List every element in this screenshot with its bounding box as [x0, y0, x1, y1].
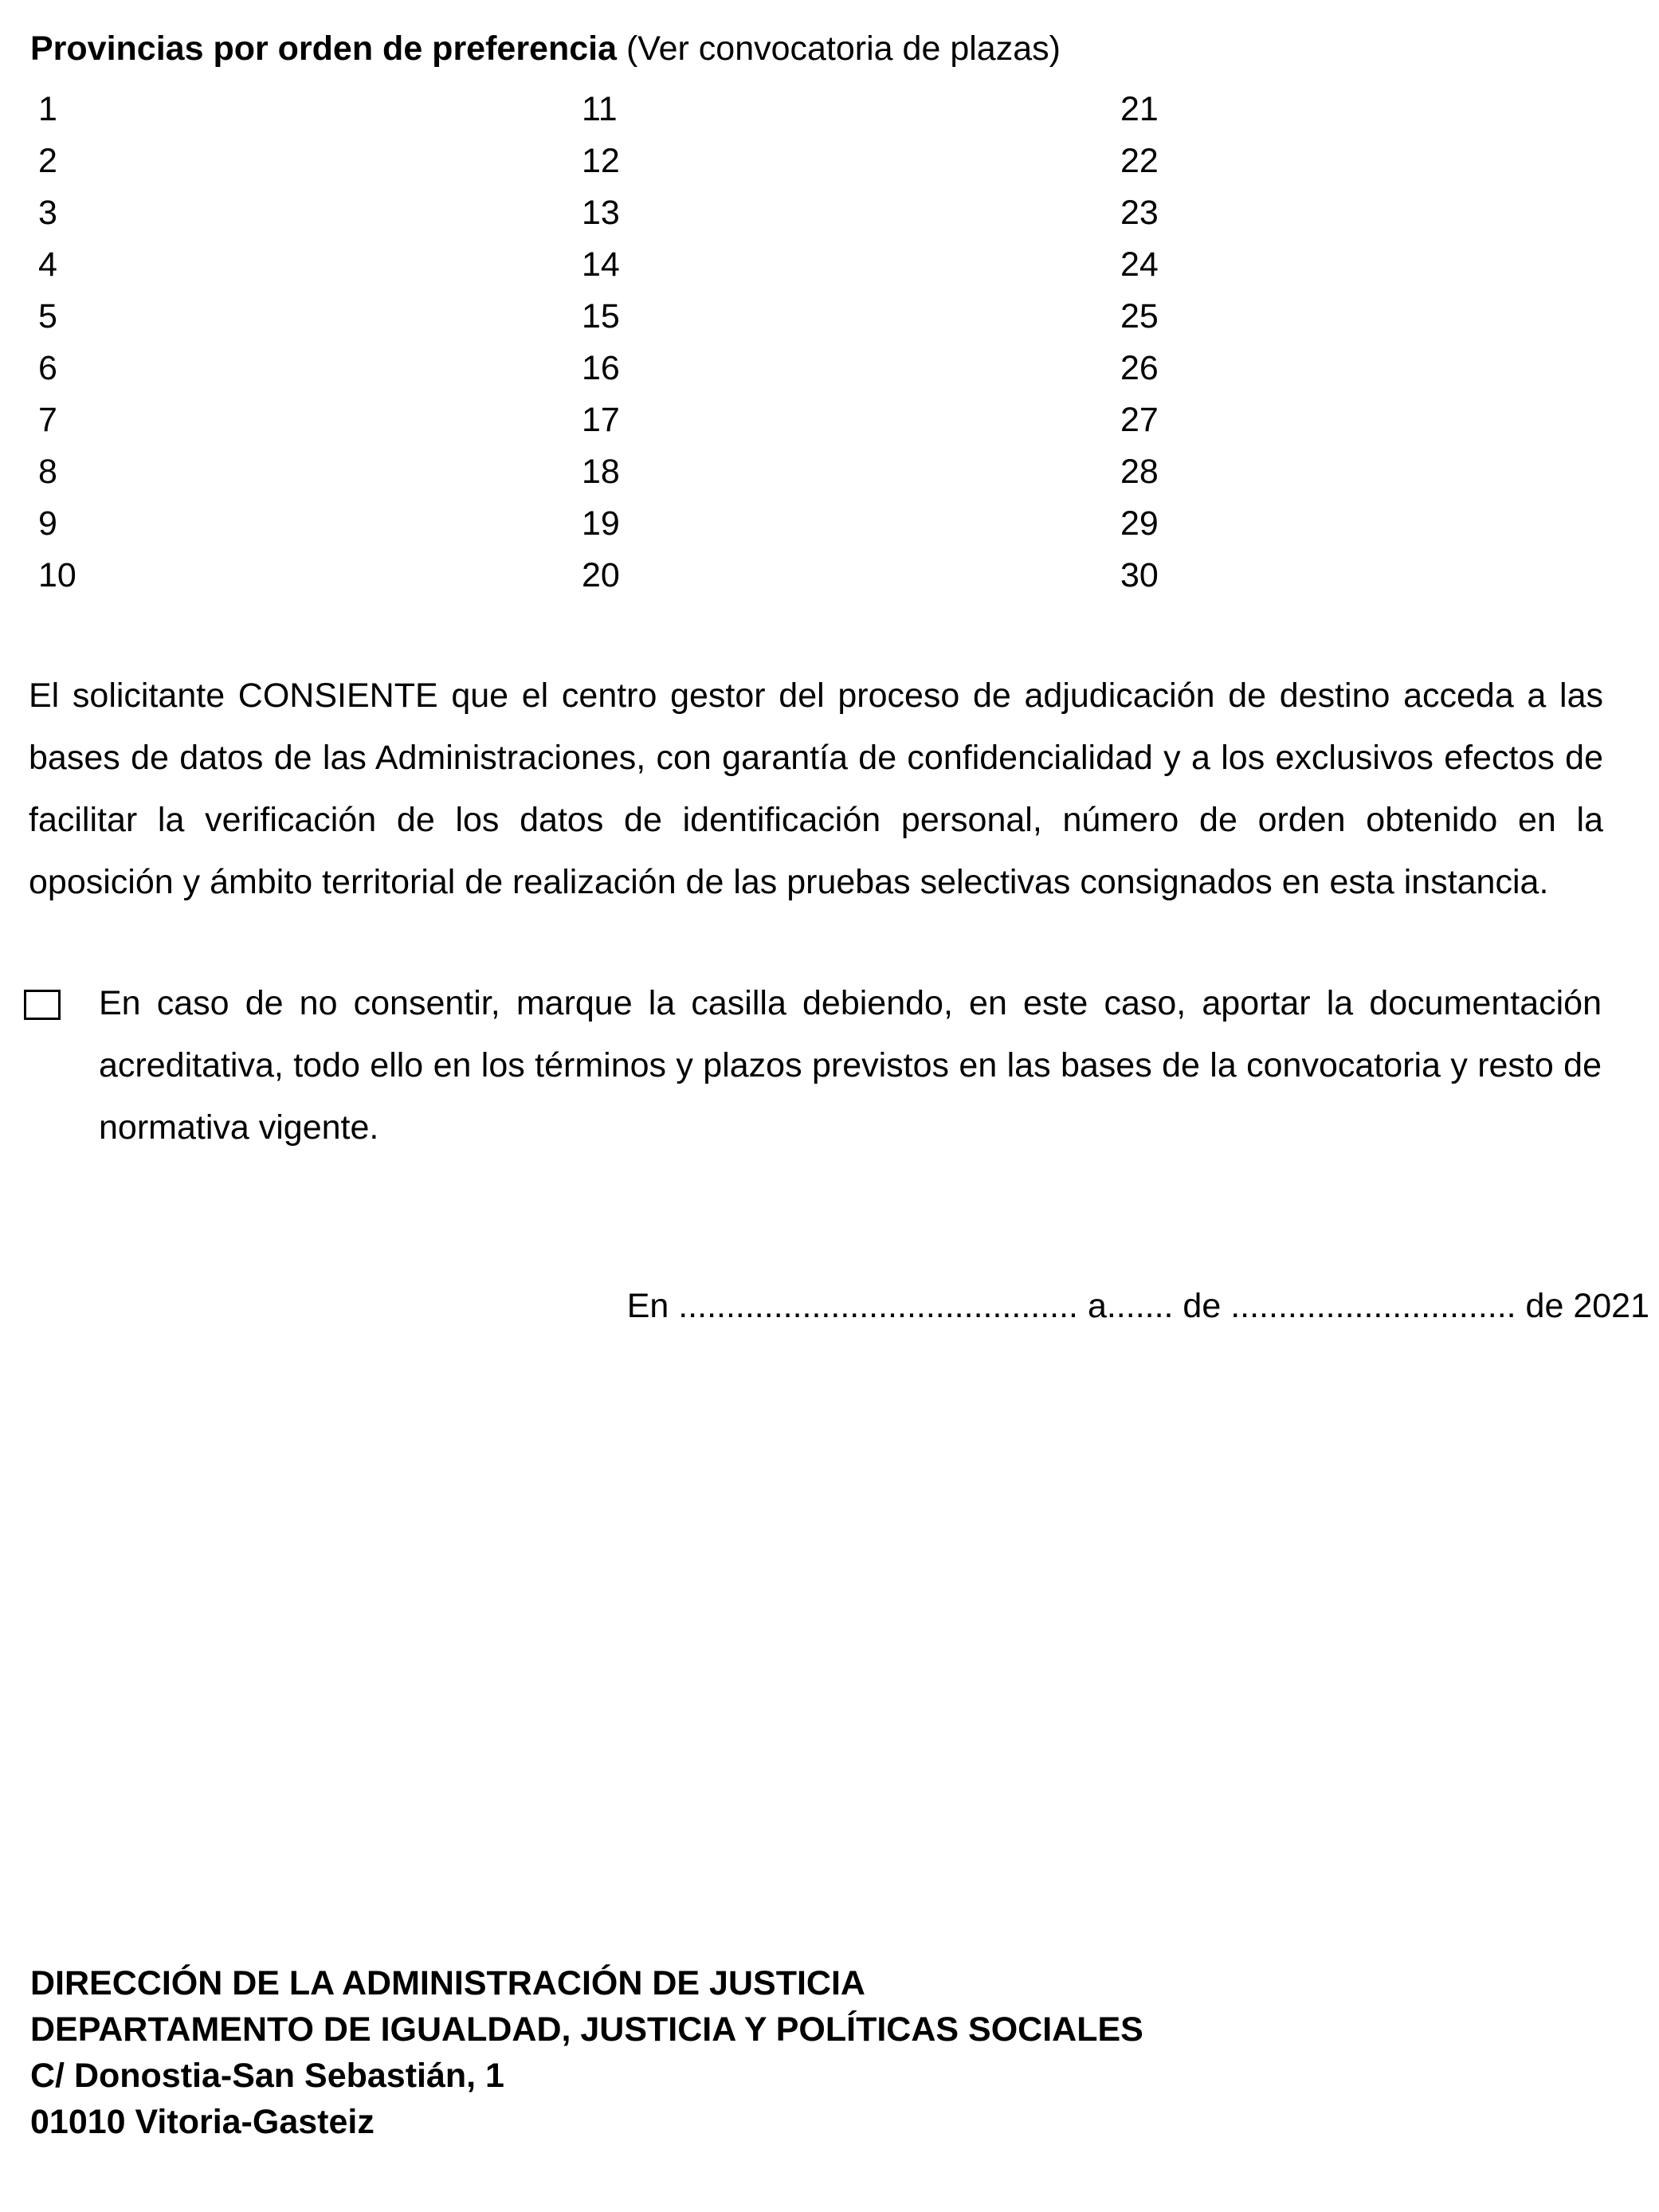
preference-number: 17 [582, 401, 620, 439]
preference-number: 1 [38, 90, 57, 128]
preference-number: 9 [38, 504, 57, 543]
preference-number: 11 [582, 90, 618, 128]
preference-number: 2 [38, 142, 57, 180]
preference-number: 14 [582, 245, 620, 284]
preference-number: 29 [1120, 504, 1159, 543]
consent-paragraph: El solicitante CONSIENTE que el centro gestor del proceso de adjudicación de destino acceda a las bases de datos de las Administraciones, con garantía de confidencialidad y a los exclusivos efectos de facilitar la verificación de los datos de identificación personal, número de orden obtenido en la oposición y ámbito territorial de realización de las pruebas selectivas consignados en esta instancia. [29, 677, 1603, 901]
preference-number: 10 [38, 556, 76, 594]
preference-number: 13 [582, 194, 620, 232]
no-consent-checkbox[interactable] [24, 990, 61, 1020]
preference-number: 25 [1120, 297, 1159, 335]
place-date-line: En .......................................... a....... de .............................. de 2021 [626, 1287, 1649, 1325]
preferences-heading-title: Provincias por orden de preferencia [30, 29, 618, 68]
preference-number: 23 [1120, 194, 1159, 232]
preference-number: 19 [582, 504, 620, 543]
preference-number: 6 [38, 349, 57, 387]
preferences-heading-note: (Ver convocatoria de plazas) [626, 29, 1061, 68]
preference-number: 5 [38, 297, 57, 335]
preference-number: 4 [38, 245, 57, 284]
preference-number: 16 [582, 349, 620, 387]
preference-number: 27 [1120, 401, 1159, 439]
preference-number: 28 [1120, 453, 1159, 491]
preference-number: 18 [582, 453, 620, 491]
preference-number: 3 [38, 194, 57, 232]
address-line-2: DEPARTAMENTO DE IGUALDAD, JUSTICIA Y POLÍTICAS SOCIALES [30, 2010, 1143, 2049]
preference-number: 15 [582, 297, 620, 335]
preference-number: 7 [38, 401, 57, 439]
preference-number: 26 [1120, 349, 1159, 387]
preferences-heading [30, 27, 1061, 70]
opt-out-text: En caso de no consentir, marque la casilla debiendo, en este caso, aportar la documentación acreditativa, todo ello en los términos y plazos previstos en las bases de la convocatoria y resto de normativa vigente. [99, 984, 1602, 1147]
preferences-column-1 [38, 88, 198, 606]
preference-number: 22 [1120, 142, 1159, 180]
preferences-column-2 [582, 88, 741, 606]
address-block [30, 1960, 1143, 2145]
preference-number: 30 [1120, 556, 1159, 594]
preference-number: 20 [582, 556, 620, 594]
preference-number: 8 [38, 453, 57, 491]
preference-number: 12 [582, 142, 620, 180]
preference-number: 24 [1120, 245, 1159, 284]
address-line-3: C/ Donostia-San Sebastián, 1 [30, 2057, 504, 2095]
address-line-1: DIRECCIÓN DE LA ADMINISTRACIÓN DE JUSTICIA [30, 1964, 865, 2002]
preferences-column-3 [1120, 88, 1280, 606]
address-line-4: 01010 Vitoria-Gasteiz [30, 2103, 375, 2141]
preference-number: 21 [1120, 90, 1159, 128]
